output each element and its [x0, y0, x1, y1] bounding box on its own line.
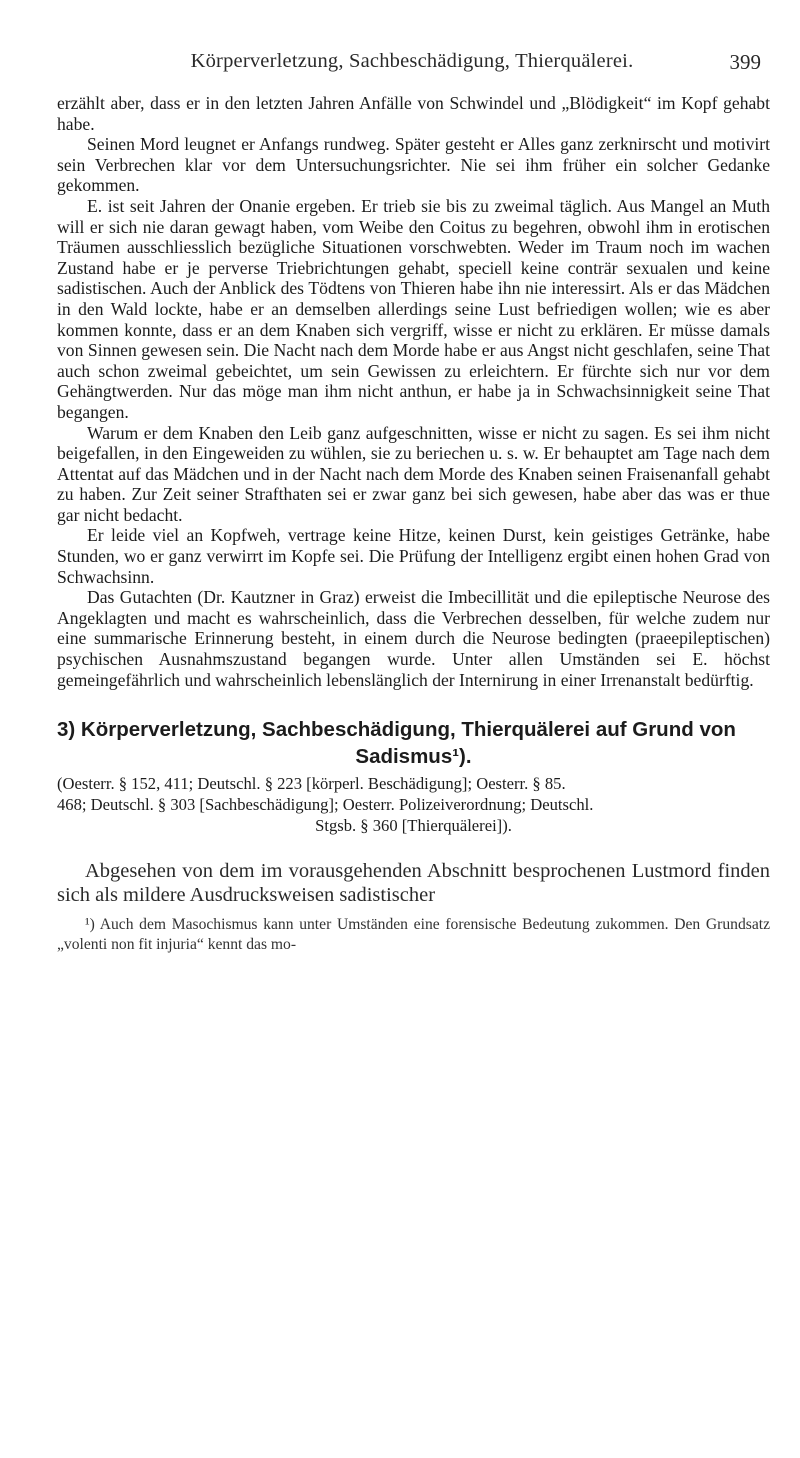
- section-heading-line: 3) Körperverletzung, Sachbeschädigung, Thierquälerei auf Grund von: [57, 718, 736, 742]
- paragraph: Warum er dem Knaben den Leib ganz aufgeschnitten, wisse er nicht zu sagen. Es sei ihm nicht beigefallen, in den Eingeweiden zu wühlen, sie zu beriechen u. s. w. Er behauptet am Tage nach dem Attentat auf das Mädchen und in der Nacht nach dem Morde des Knaben seinen Fraisenanfall gehabt zu haben. Zur Zeit seiner Strafthaten sei er zwar ganz bei sich gewesen, habe aber das was er thue gar nicht bedacht.: [57, 422, 770, 525]
- legal-reference-line: Stgsb. § 360 [Thierquälerei]).: [315, 815, 512, 835]
- page-number: 399: [729, 50, 761, 74]
- paragraph: Er leide viel an Kopfweh, vertrage keine Hitze, keinen Durst, kein geistiges Getränke, habe Stunden, wo er ganz verwirrt im Kopfe sei. Die Prüfung der Intelligenz ergibt einen hohen Grad von Schwachsinn.: [57, 525, 770, 587]
- section-intro: Abgesehen von dem im vorausgehenden Abschnitt besprochenen Lustmord finden sich als mildere Ausdrucksweisen sadistischer: [57, 859, 770, 906]
- paragraph: erzählt aber, dass er in den letzten Jahren Anfälle von Schwindel und „Blödigkeit“ im Kopf gehabt habe.: [57, 93, 770, 134]
- paragraph: Seinen Mord leugnet er Anfangs rundweg. Später gesteht er Alles ganz zerknirscht und motivirt sein Verbrechen klar vor dem Untersuchungsrichter. Nie sei ihm früher ein solcher Gedanke gekommen.: [57, 134, 770, 196]
- section-heading: [57, 716, 770, 770]
- section-heading-line: Sadismus¹).: [355, 745, 472, 769]
- paragraph: Das Gutachten (Dr. Kautzner in Graz) erweist die Imbecillität und die epileptische Neurose des Angeklagten und macht es wahrscheinlich, dass die Verbrechen desselben, für welche zudem nur eine summarische Erinnerung besteht, in einem durch die Neurose bedingten (praeepileptischen) psychischen Ausnahmszustand begangen wurde. Unter allen Umständen sei E. höchst gemeingefährlich und wahrscheinlich lebenslänglich der Internirung in einer Irrenanstalt bedürftig.: [57, 587, 770, 690]
- legal-references: [57, 774, 770, 836]
- legal-reference-line: 468; Deutschl. § 303 [Sachbeschädigung]; Oesterr. Polizeiverordnung; Deutschl.: [57, 795, 594, 815]
- paragraph: E. ist seit Jahren der Onanie ergeben. Er trieb sie bis zu zweimal täglich. Aus Mangel an Muth will er sich nie daran gewagt haben, vom Weibe den Coitus zu begehren, obwohl ihm in erotischen Träumen ausschliesslich bezügliche Situationen vorschwebten. Weder im Traum noch im wachen Zustand habe er je perverse Triebrichtungen gehabt, speciell keine conträr sexualen und keine sadistischen. Auch der Anblick des Tödtens von Thieren habe ihn nie interessirt. Als er das Mädchen in den Wald lockte, habe er an demselben allerdings seine Lust befriedigen wollen; wie es aber kommen konnte, dass er an dem Knaben sich vergriff, wisse er nicht zu erklären. Er müsse damals von Sinnen gewesen sein. Die Nacht nach dem Morde habe er aus Angst nicht geschlafen, seine That auch schon zweimal gebeichtet, um sein Gewissen zu erleichtern. Er fürchte sich nur vor dem Gehängtwerden. Nur das möge man ihm nicht anthun, er habe ja in Schwachsinnigkeit seine That begangen.: [57, 195, 770, 422]
- running-title: Körperverletzung, Sachbeschädigung, Thierquälerei.: [190, 50, 634, 72]
- legal-reference-line: (Oesterr. § 152, 411; Deutschl. § 223 [körperl. Beschädigung]; Oesterr. § 85.: [57, 774, 566, 794]
- body-text: [57, 93, 770, 956]
- footnote: ¹) Auch dem Masochismus kann unter Umständen eine forensische Bedeutung zukommen. Den Grundsatz „volenti non fit injuria“ kennt das mo-: [57, 915, 770, 954]
